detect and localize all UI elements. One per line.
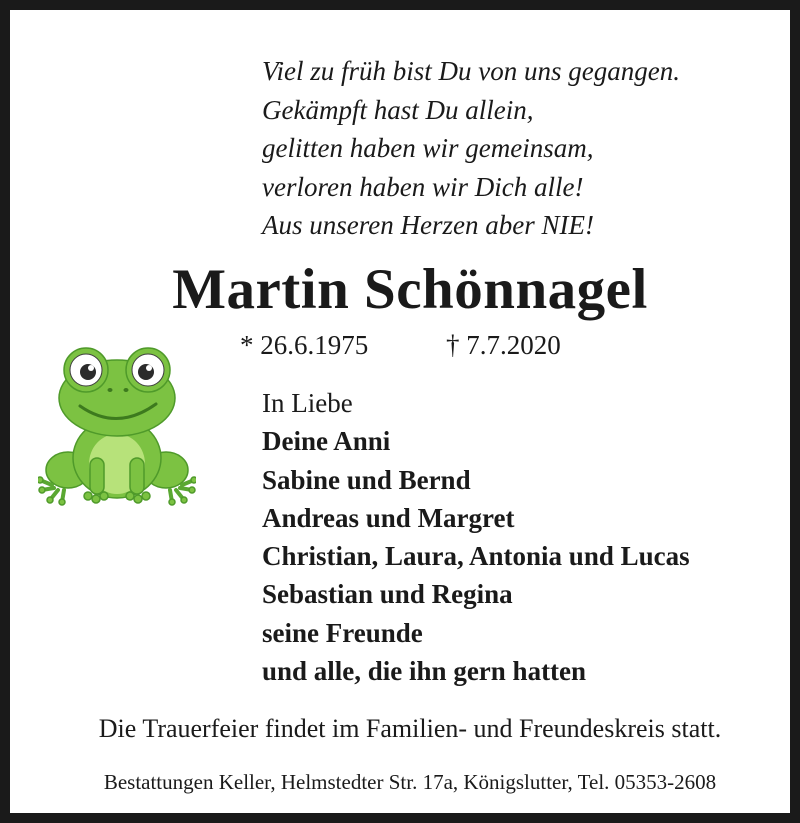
mourners-intro: In Liebe [262, 388, 353, 418]
mourner-name: Deine Anni [262, 426, 391, 457]
poem-line: gelitten haben wir gemeinsam, [262, 133, 594, 163]
mourners-list [262, 384, 690, 690]
mourner-name: Sebastian und Regina [262, 579, 513, 610]
death-date: † 7.7.2020 [446, 330, 561, 360]
poem-line: Aus unseren Herzen aber NIE! [262, 210, 594, 240]
mourner-name: und alle, die ihn gern hatten [262, 656, 587, 687]
memorial-poem [262, 52, 680, 245]
poem-line: Viel zu früh bist Du von uns gegangen. [262, 56, 680, 86]
poem-line: verloren haben wir Dich alle! [262, 171, 584, 202]
funeral-home-contact: Bestattungen Keller, Helmstedter Str. 17a, Königslutter, Tel. 05353-2608 [103, 770, 717, 794]
mourner-name: Christian, Laura, Antonia und Lucas [262, 541, 690, 572]
mourner-name: seine Freunde [262, 617, 423, 648]
ceremony-note: Die Trauerfeier findet im Familien- und Freundeskreis statt. [98, 714, 722, 743]
deceased-name: Martin Schönnagel [172, 258, 648, 321]
mourner-name: Sabine und Bernd [262, 464, 471, 495]
frog-icon [38, 340, 196, 506]
poem-line: Gekämpft hast Du allein, [262, 94, 534, 125]
mourner-name: Andreas und Margret [262, 502, 515, 533]
birth-date: * 26.6.1975 [240, 330, 369, 360]
